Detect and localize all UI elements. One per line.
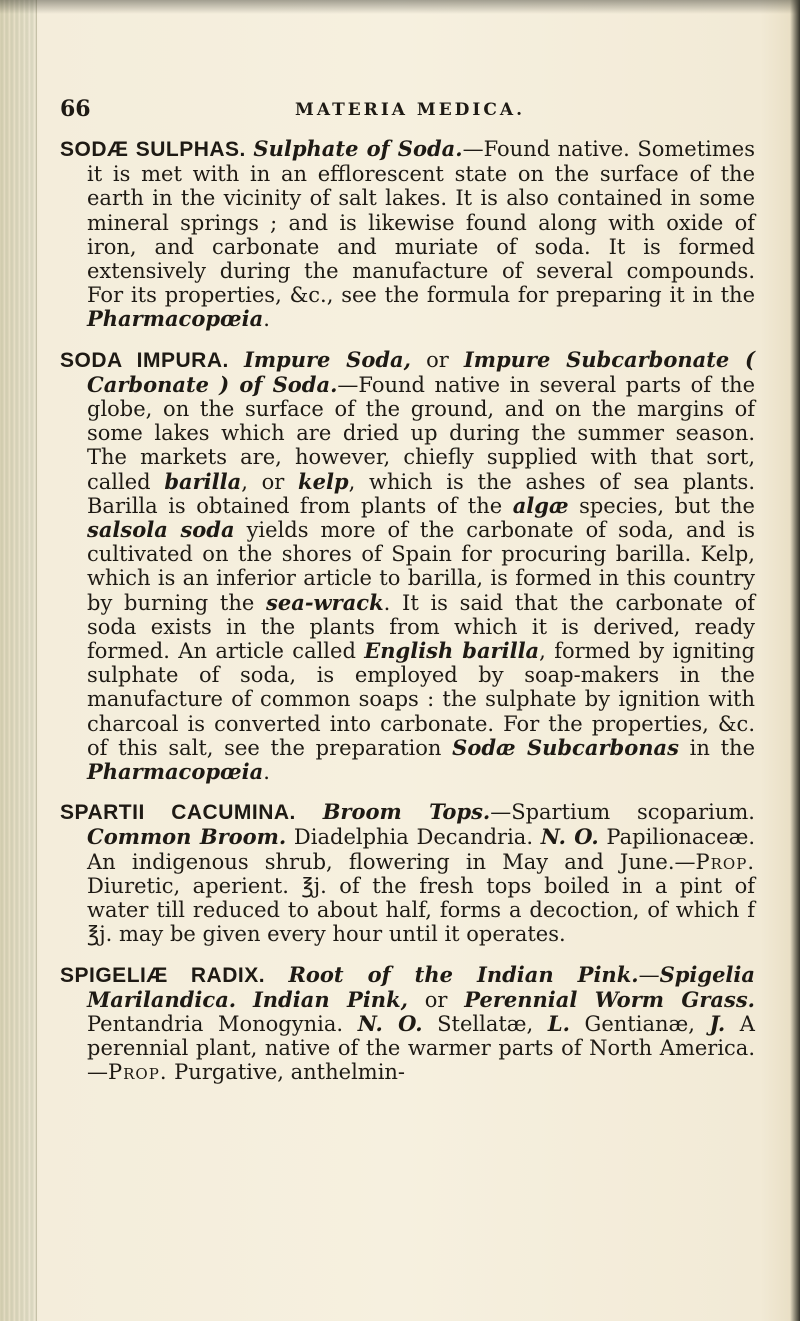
entry-title: Broom Tops. [322,799,491,825]
entry-spartii-cacumina [60,800,755,946]
page-binding-edge [0,0,37,1321]
entry-heading: SODA IMPURA. [60,348,229,372]
entry-text: in the [678,735,755,760]
page-top-shadow [0,0,800,14]
entry-text: —Spartium scoparium. [490,800,755,825]
entry-text: —Found native. Sometimes it is met with in an efflorescent state on the surface of the earth in the vicinity of salt lakes. It is also contained in some mineral springs ; and is likewise found along with oxide of iron, and carbonate and muriate of soda. It is formed extensively during the manufacture of several compounds. For its properties, &c., see the formula for preparing it in the [87,137,755,308]
entry-term: English barilla [364,638,540,664]
entry-heading: SPARTII CACUMINA. [60,801,296,825]
running-title: MATERIA MEDICA. [295,100,525,120]
entry-heading: SPIGELIÆ RADIX. [60,963,266,987]
entry-text: , which is the ashes of sea plants. Barilla is obtained from plants of the [87,469,755,518]
entry-text: —Found native in several parts of the globe, on the surface of the ground, and on the margins of some lakes which are dried up during the summer season. The markets are, however, chiefly supplied with that sort, called [87,372,755,494]
entry-text: Diadelphia Decandria. [286,825,541,850]
entry-spigeliae-radix [60,963,755,1085]
entry-prop-label: Prop. [695,849,755,874]
entry-term: algæ [512,492,569,518]
entry-text: . [263,307,270,332]
entry-common-name: Perennial Worm Grass. [464,986,755,1012]
entry-soda-impura [60,348,755,785]
entry-text: A perennial plant, native of the warmer parts of North America.— [87,1011,755,1085]
entry-term: barilla [164,468,242,494]
entry-text: or [410,347,464,372]
page-content [60,137,755,1085]
entry-title: Impure Soda, [244,346,411,372]
entry-text: Purgative, anthelmin- [167,1060,406,1085]
running-head [60,96,760,128]
entry-linnaeus-abbrev: L. [547,1010,570,1036]
entry-reference: Sodæ Subcarbonas [452,734,679,760]
entry-text: , formed by igniting sulphate of soda, is employed by soap-makers in the manufacture of common soaps : the sulphate by ignition with charcoal is converted into carbonate. For the properties, &c. of this salt, see the preparation [87,639,755,760]
entry-term: kelp [298,468,349,494]
entry-latin-name: Spigelia Marilandica. [87,961,755,1012]
entry-text: . [263,760,270,785]
entry-reference: Pharmacopœia [87,306,264,332]
entry-common-name: Indian Pink, [252,986,408,1012]
entry-common-name: Common Broom. [87,824,287,850]
entry-text: — [638,962,660,987]
entry-text: Diuretic, aperient. ℥j. of the fresh tops boiled in a pint of water till reduced to about half, forms a decoction, of which f ℥j. may be given every hour until it operates. [87,873,755,947]
entry-text: species, but the [568,493,755,518]
entry-text: Papilionaceæ. An indigenous shrub, flowering in May and June.— [87,825,756,874]
entry-text: Stellatæ, [422,1011,548,1036]
entry-reference: Pharmacopœia [87,759,264,785]
entry-natural-order: N. O. [357,1010,423,1036]
entry-text [236,988,253,1012]
entry-natural-order: N. O. [540,824,599,850]
entry-sodae-sulphas [60,137,755,332]
entry-text: yields more of the carbonate of soda, and is cultivated on the shores of Spain for procuring barilla. Kelp, which is an inferior article to barilla, is formed in this country by burning the [87,518,755,615]
entry-text: Pentandria Monogynia. [87,1011,358,1036]
entry-title: Sulphate of Soda. [253,136,463,161]
entry-term: salsola soda [87,517,235,543]
page-number: 66 [60,96,91,122]
entry-text: , or [241,469,299,494]
entry-term: sea-wrack [266,589,384,615]
entry-heading: SODÆ SULPHAS. [60,138,246,161]
entry-jussieu-abbrev: J. [709,1010,726,1036]
page-right-shadow [790,0,800,1321]
entry-title-alt: Impure Subcarbonate ( Carbonate ) of Soda. [87,346,755,397]
entry-prop-label: Prop. [108,1060,168,1085]
entry-text: . It is said that the carbonate of soda exists in the plants from which it is derived, ready formed. An article called [87,590,755,664]
entry-text: or [407,987,465,1012]
entry-text: Gentianæ, [569,1011,710,1036]
entry-title: Root of the Indian Pink. [288,961,639,987]
